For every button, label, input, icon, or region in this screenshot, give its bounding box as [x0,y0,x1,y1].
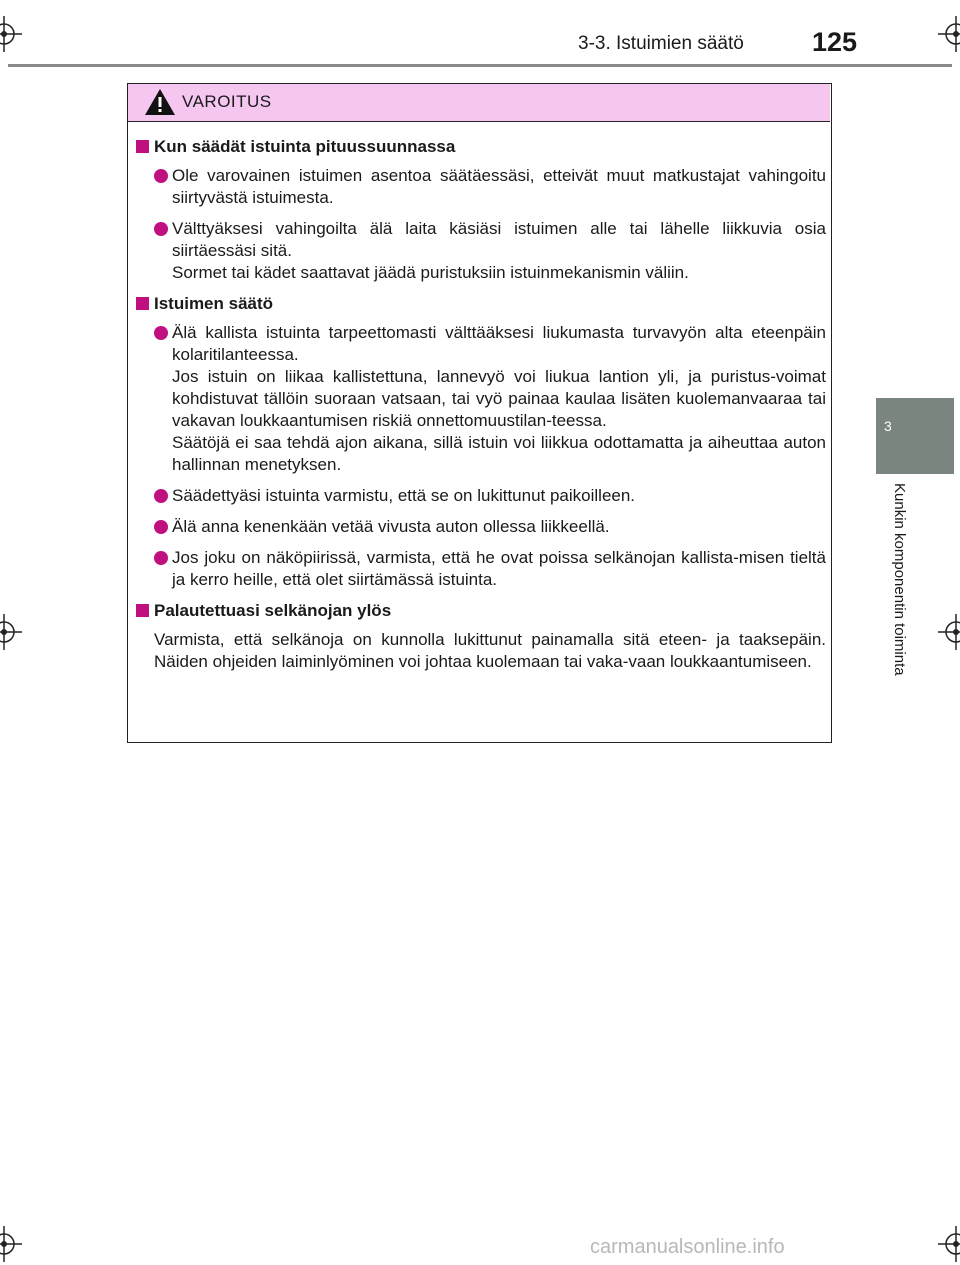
registration-mark-icon [938,1226,960,1262]
section-title: 3-3. Istuimien säätö [578,33,744,54]
registration-mark-icon [0,16,22,52]
square-bullet-icon [136,604,149,617]
circle-bullet-icon [154,169,168,183]
square-bullet-icon [136,140,149,153]
list-item: Älä anna kenenkään vetää vivusta auton ollessa liikkeellä. [136,516,826,538]
registration-mark-icon [0,1226,22,1262]
warning-heading: Palautettuasi selkänojan ylös [136,600,826,622]
warning-heading: Kun säädät istuinta pituussuunnassa [136,136,826,158]
list-item: Ole varovainen istuimen asentoa säätäessäsi, etteivät muut matkustajat vahingoitu siirtyvästä istuimesta. [136,165,826,209]
registration-mark-icon [0,614,22,650]
page-number: 125 [812,27,858,57]
list-item: Säädettyäsi istuinta varmistu, että se on lukittunut paikoilleen. [136,485,826,507]
chapter-number: 3 [884,418,892,434]
warning-header [128,84,830,122]
list-item: Jos joku on näköpiirissä, varmista, että he ovat poissa selkänojan kallista-misen tieltä ja kerro heille, että olet siirtämässä istuinta. [136,547,826,591]
circle-bullet-icon [154,551,168,565]
watermark: carmanualsonline.info [590,1236,785,1258]
circle-bullet-icon [154,326,168,340]
registration-mark-icon [938,614,960,650]
square-bullet-icon [136,297,149,310]
warning-heading: Istuimen säätö [136,293,826,315]
warning-triangle-icon [144,88,176,116]
registration-mark-icon [938,16,960,52]
list-item: Välttyäksesi vahingoilta älä laita käsiäsi istuimen alle tai lähelle liikkuvia osia siirtäessäsi sitä. Sormet tai kädet saattavat jäädä puristuksiin istuinmekanismin väliin. [136,218,826,284]
warning-title: VAROITUS [182,92,272,111]
warning-box [127,83,832,743]
circle-bullet-icon [154,489,168,503]
chapter-label: Kunkin komponentin toiminta [891,483,908,676]
header-rule [8,64,952,67]
circle-bullet-icon [154,520,168,534]
chapter-tab [876,398,954,474]
circle-bullet-icon [154,222,168,236]
paragraph: Varmista, että selkänoja on kunnolla lukittunut painamalla sitä eteen- ja taaksepäin. Näiden ohjeiden laiminlyöminen voi johtaa kuolemaan tai vaka-vaan loukkaantumiseen. [154,630,826,671]
warning-body [136,136,826,673]
list-item: Älä kallista istuinta tarpeettomasti välttääksesi liukumasta turvavyön alta eteenpäin kolaritilanteessa. Jos istuin on liikaa kallistettuna, lannevyö voi liukua lantion yli, ja puristus-voimat kohdistuvat tällöin suoraan vatsaan, tai vyö painaa kaulaa lisäten kuolemanvaaraa tai vakavan loukkaantumisen riskiä onnettomuustilan-teessa. Säätöjä ei saa tehdä ajon aikana, sillä istuin voi liikkua odottamatta ja aiheuttaa auton hallinnan menetyksen. [136,322,826,476]
